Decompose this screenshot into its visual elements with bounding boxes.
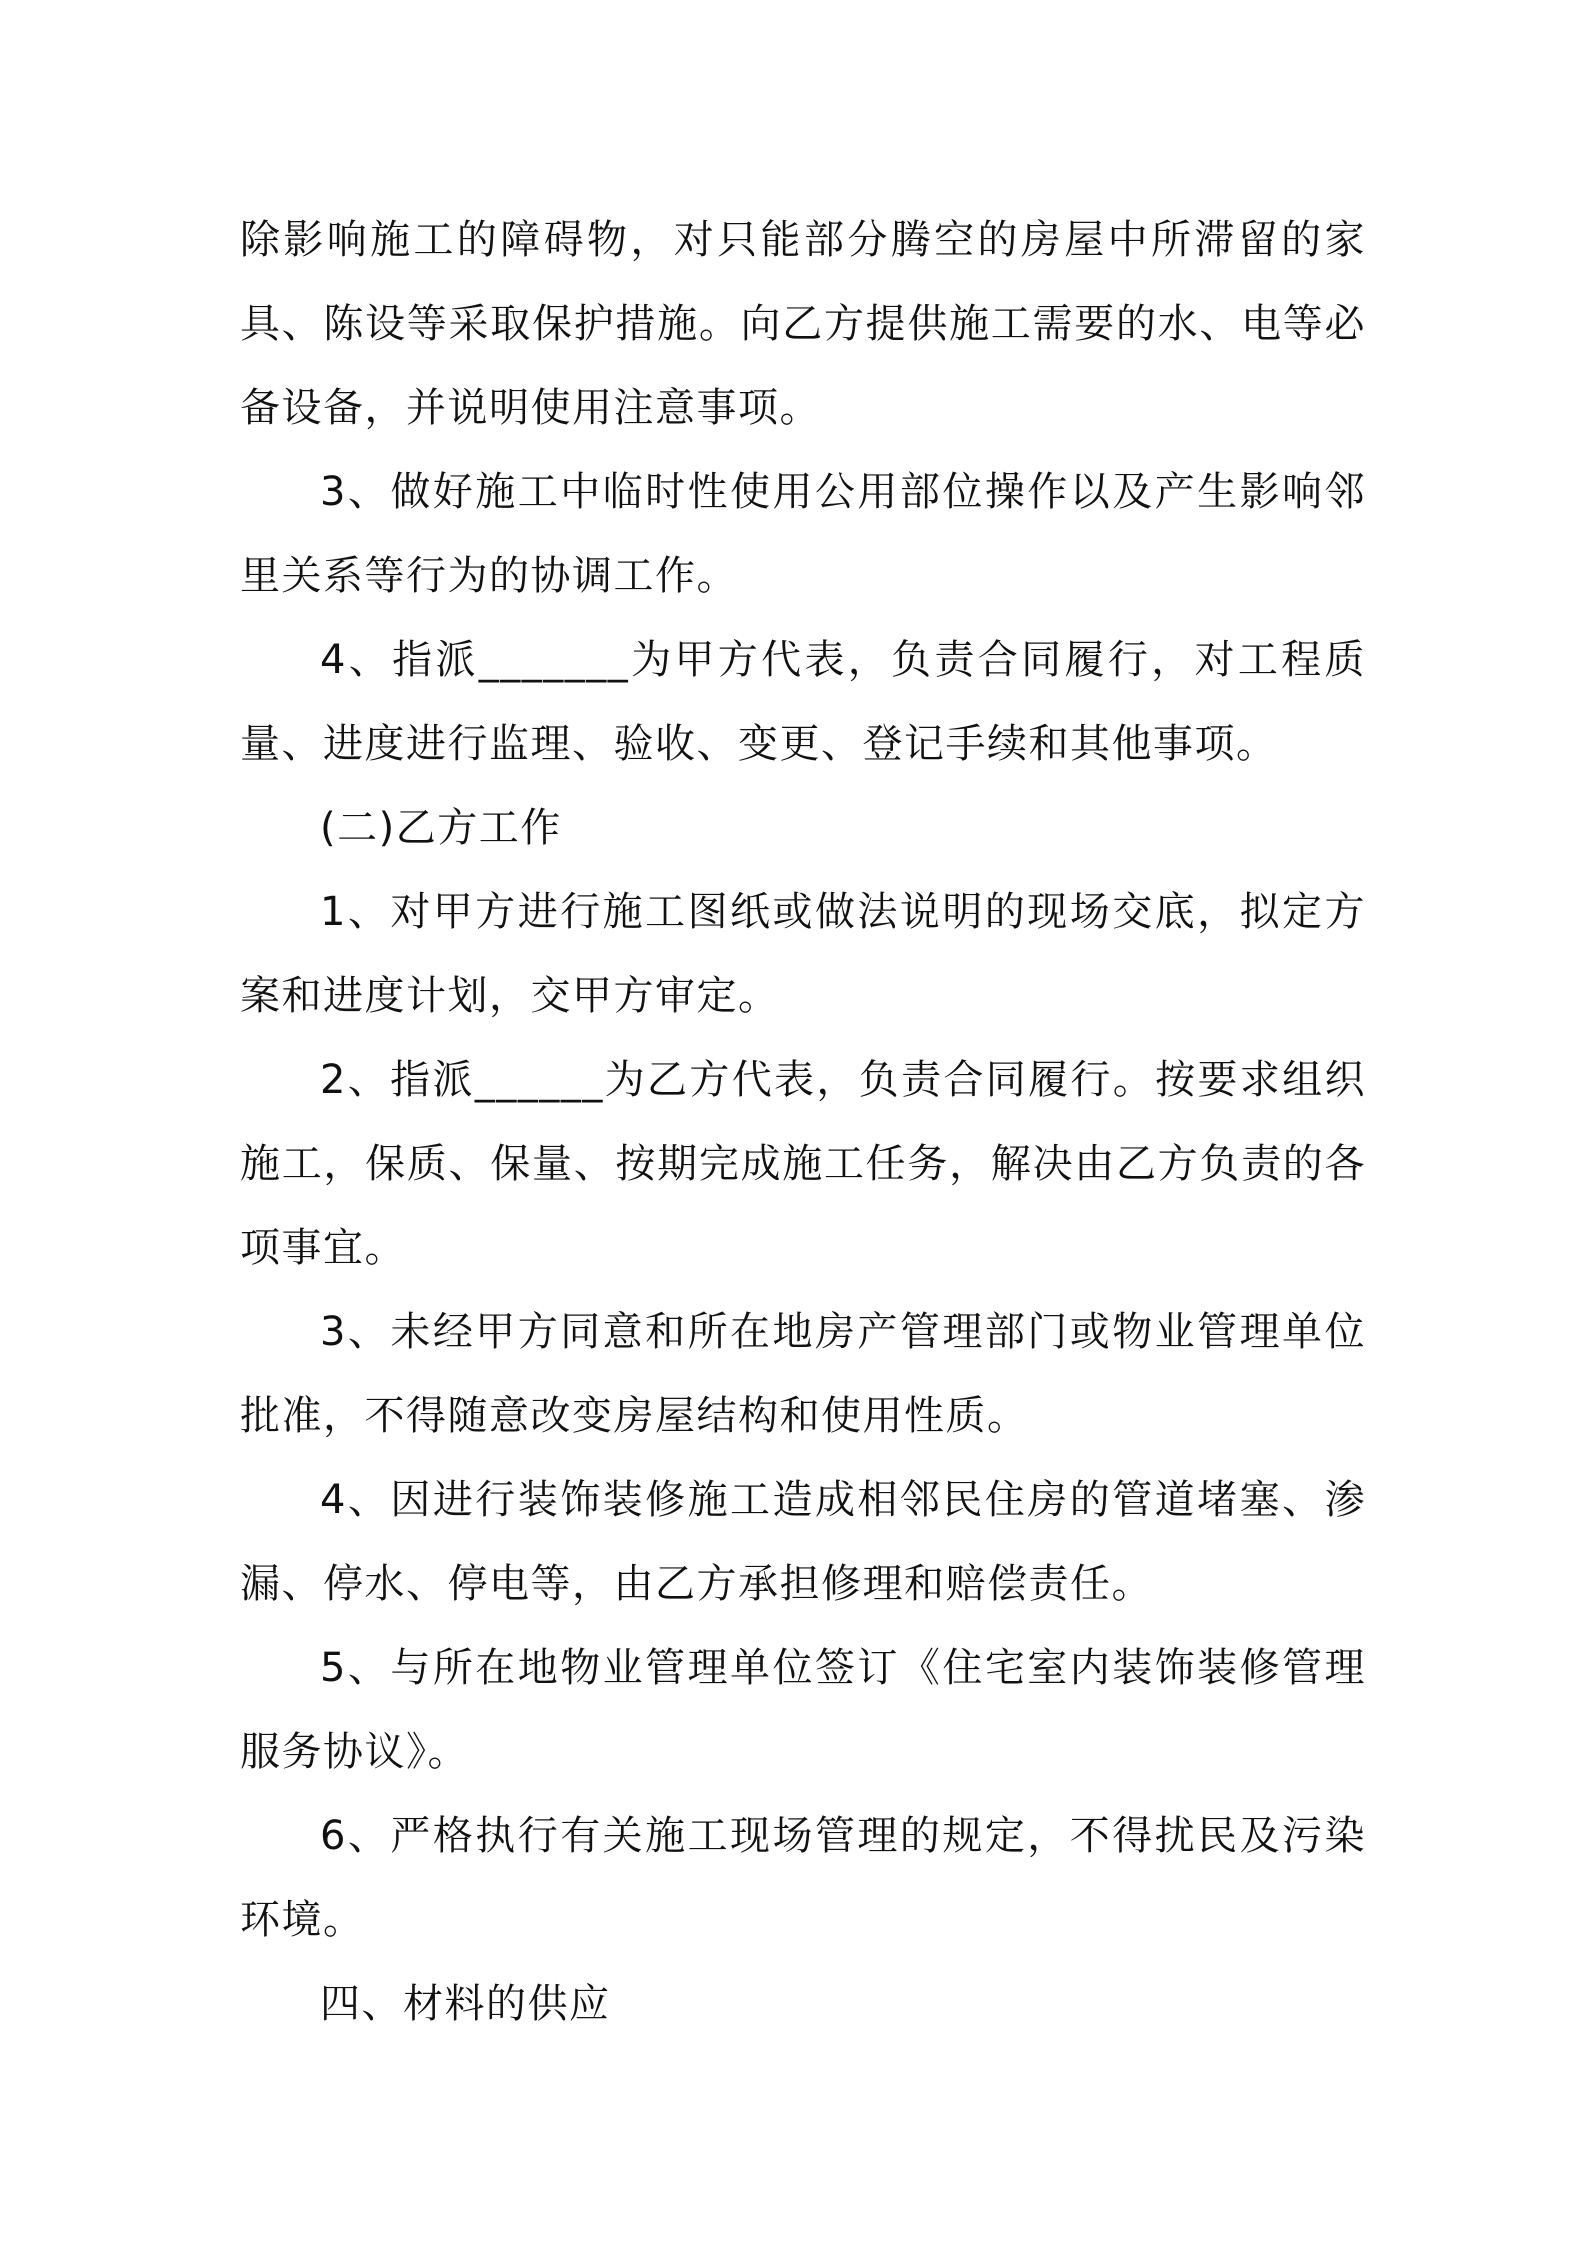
paragraph-item-4-damage-liability: 4、因进行装饰装修施工造成相邻民住房的管道堵塞、渗漏、停水、停电等，由乙方承担修理和赔偿责任。: [240, 1477, 1366, 1607]
section-heading-party-b-work: (二)乙方工作: [320, 805, 562, 851]
paragraph-item-3-coordination: 3、做好施工中临时性使用公用部位操作以及产生影响邻里关系等行为的协调工作。: [240, 469, 1366, 599]
document-body: [240, 198, 1366, 2046]
paragraph-continuation: 除影响施工的障碍物，对只能部分腾空的房屋中所滞留的家具、陈设等采取保护措施。向乙方提供施工需要的水、电等必备设备，并说明使用注意事项。: [240, 217, 1366, 431]
paragraph-item-2-party-b-representative: 2、指派______为乙方代表，负责合同履行。按要求组织施工，保质、保量、按期完成施工任务，解决由乙方负责的各项事宜。: [240, 1057, 1366, 1271]
paragraph-item-3-structure-change: 3、未经甲方同意和所在地房产管理部门或物业管理单位批准，不得随意改变房屋结构和使用性质。: [240, 1309, 1366, 1439]
section-heading-material-supply: 四、材料的供应: [320, 1981, 611, 2027]
paragraph-item-5-property-agreement: 5、与所在地物业管理单位签订《住宅室内装饰装修管理服务协议》。: [240, 1645, 1366, 1775]
paragraph-item-6-site-rules: 6、严格执行有关施工现场管理的规定，不得扰民及污染环境。: [240, 1813, 1366, 1943]
paragraph-item-1-site-briefing: 1、对甲方进行施工图纸或做法说明的现场交底，拟定方案和进度计划，交甲方审定。: [240, 889, 1366, 1019]
paragraph-item-4-party-a-representative: 4、指派_______为甲方代表，负责合同履行，对工程质量、进度进行监理、验收、变更、登记手续和其他事项。: [240, 637, 1366, 767]
